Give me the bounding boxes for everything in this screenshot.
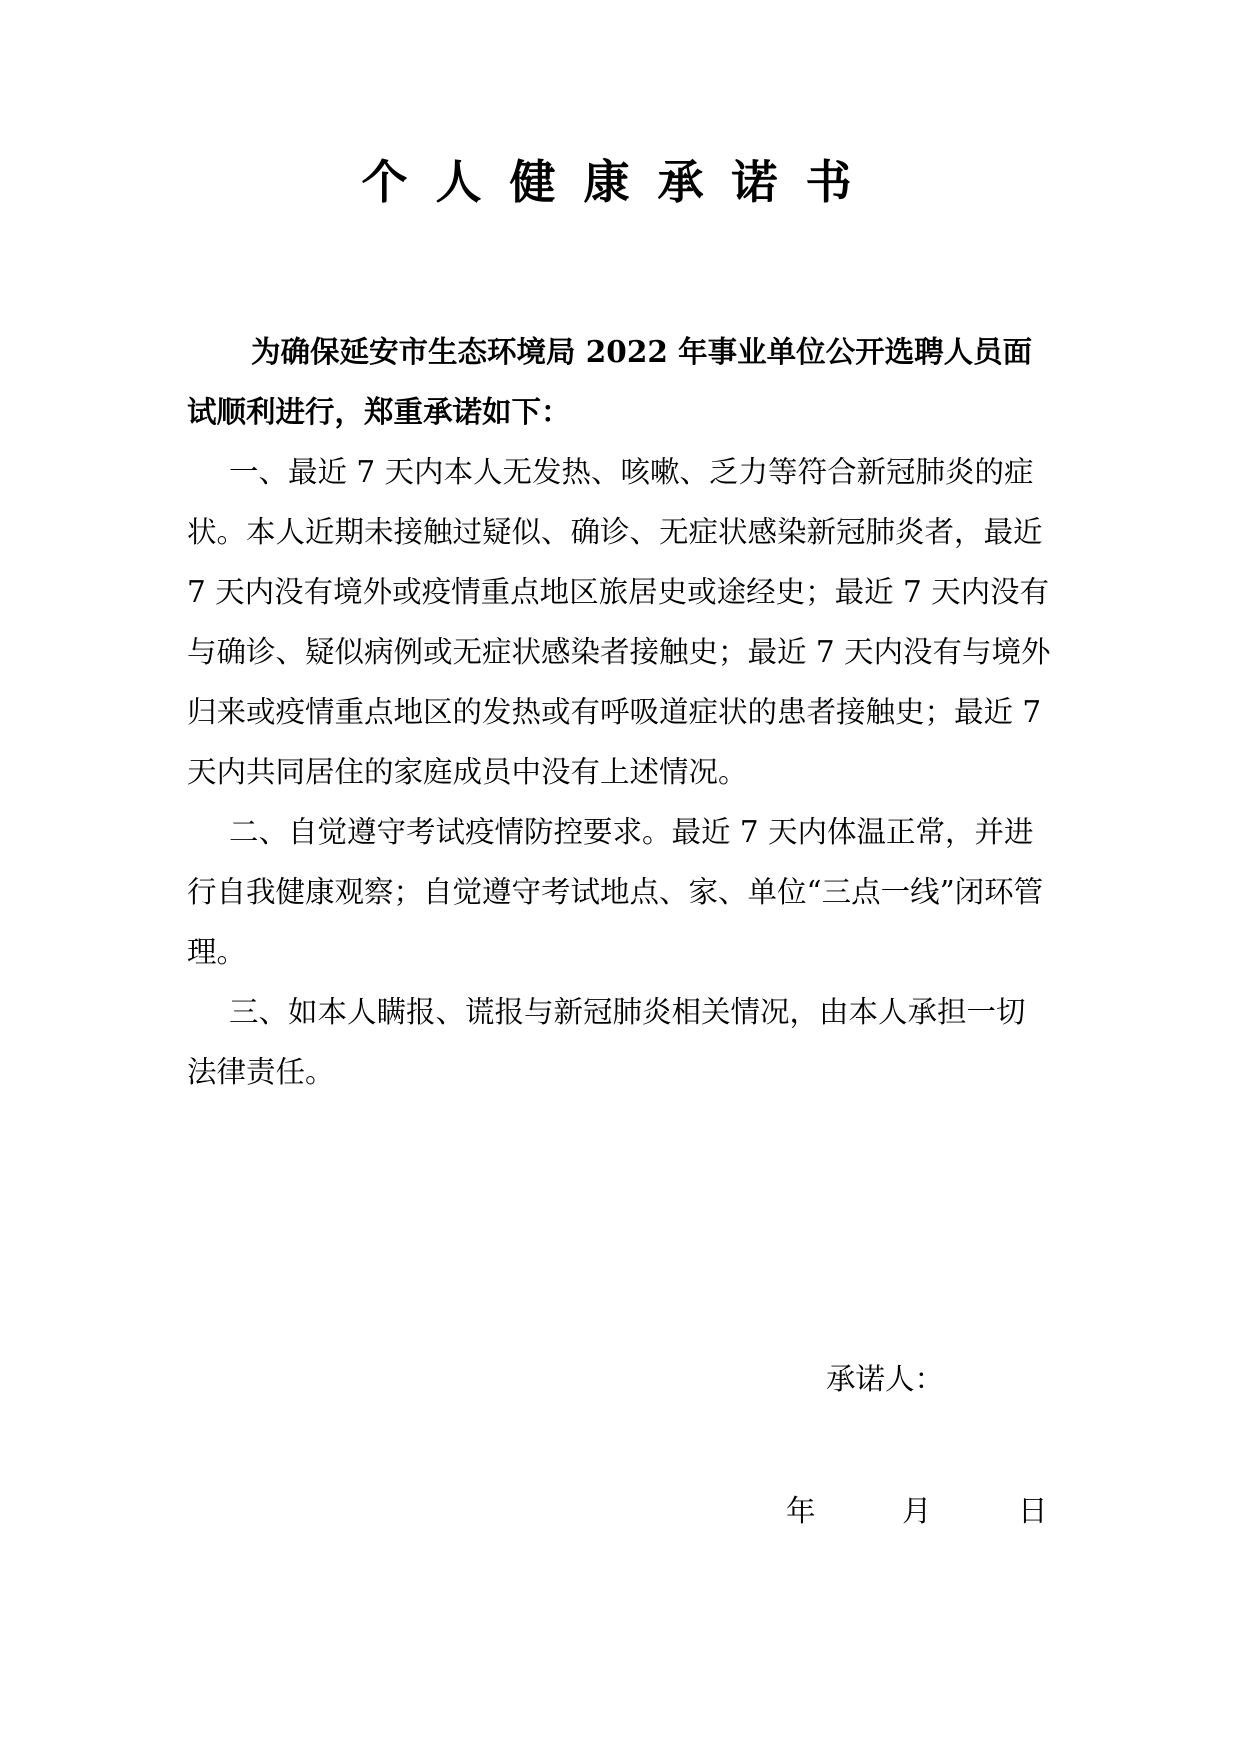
date-year-label: 年 [786, 1494, 816, 1528]
commitment-item-1: 一、最近 7 天内本人无发热、咳嗽、乏力等符合新冠肺炎的症状。本人近期未接触过疑似、确诊、无症状感染新冠肺炎者，最近 7 天内没有境外或疫情重点地区旅居史或途经史；最近 7 天内没有与确诊、疑似病例或无症状感染者接触史；最近 7 天内没有与境外归来或疫情重点地区的发热或有呼吸道症状的患者接触史；最近 7 天内共同居住的家庭成员中没有上述情况。 [187, 455, 1051, 789]
date-day-label: 日 [1018, 1494, 1048, 1528]
signature-label: 承诺人： [826, 1362, 945, 1396]
commitment-items [187, 442, 1054, 1102]
commitment-item-3: 三、如本人瞒报、谎报与新冠肺炎相关情况，由本人承担一切法律责任。 [187, 995, 1026, 1089]
intro-paragraph: 为确保延安市生态环境局 2022 年事业单位公开选聘人员面试顺利进行，郑重承诺如下： [187, 334, 1033, 429]
date-month-label: 月 [902, 1494, 932, 1528]
intro-section [187, 322, 1054, 442]
document-title: 个人健康承诺书 [361, 155, 880, 209]
commitment-item-2: 二、自觉遵守考试疫情防控要求。最近 7 天内体温正常，并进行自我健康观察；自觉遵守考试地点、家、单位“三点一线”闭环管理。 [187, 815, 1044, 969]
